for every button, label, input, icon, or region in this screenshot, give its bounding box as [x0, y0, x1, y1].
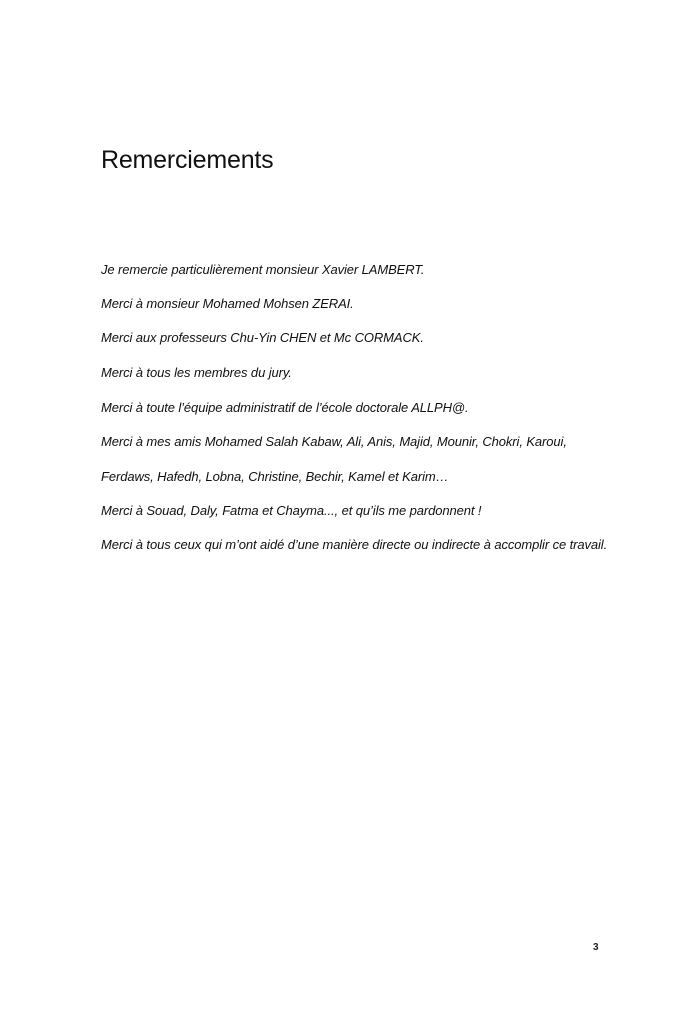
acknowledgement-line: Merci à tous les membres du jury. [101, 365, 292, 380]
acknowledgement-line: Merci à mes amis Mohamed Salah Kabaw, Ali, Anis, Majid, Mounir, Chokri, Karoui, [101, 434, 567, 449]
acknowledgement-line: Merci aux professeurs Chu-Yin CHEN et Mc CORMACK. [101, 330, 424, 345]
acknowledgement-line: Merci à tous ceux qui m’ont aidé d’une manière directe ou indirecte à accomplir ce travail. [101, 537, 608, 552]
page-number: 3 [593, 942, 599, 953]
acknowledgement-line: Merci à monsieur Mohamed Mohsen ZERAI. [101, 296, 354, 311]
acknowledgement-line: Merci à Souad, Daly, Fatma et Chayma..., et qu’ils me pardonnent ! [101, 503, 482, 518]
acknowledgement-line: Je remercie particulièrement monsieur Xavier LAMBERT. [101, 262, 425, 277]
acknowledgement-line: Merci à toute l’équipe administratif de l’école doctorale ALLPH@. [101, 400, 469, 415]
acknowledgement-line: Ferdaws, Hafedh, Lobna, Christine, Bechir, Kamel et Karim… [101, 469, 449, 484]
page-title: Remerciements [101, 146, 274, 174]
